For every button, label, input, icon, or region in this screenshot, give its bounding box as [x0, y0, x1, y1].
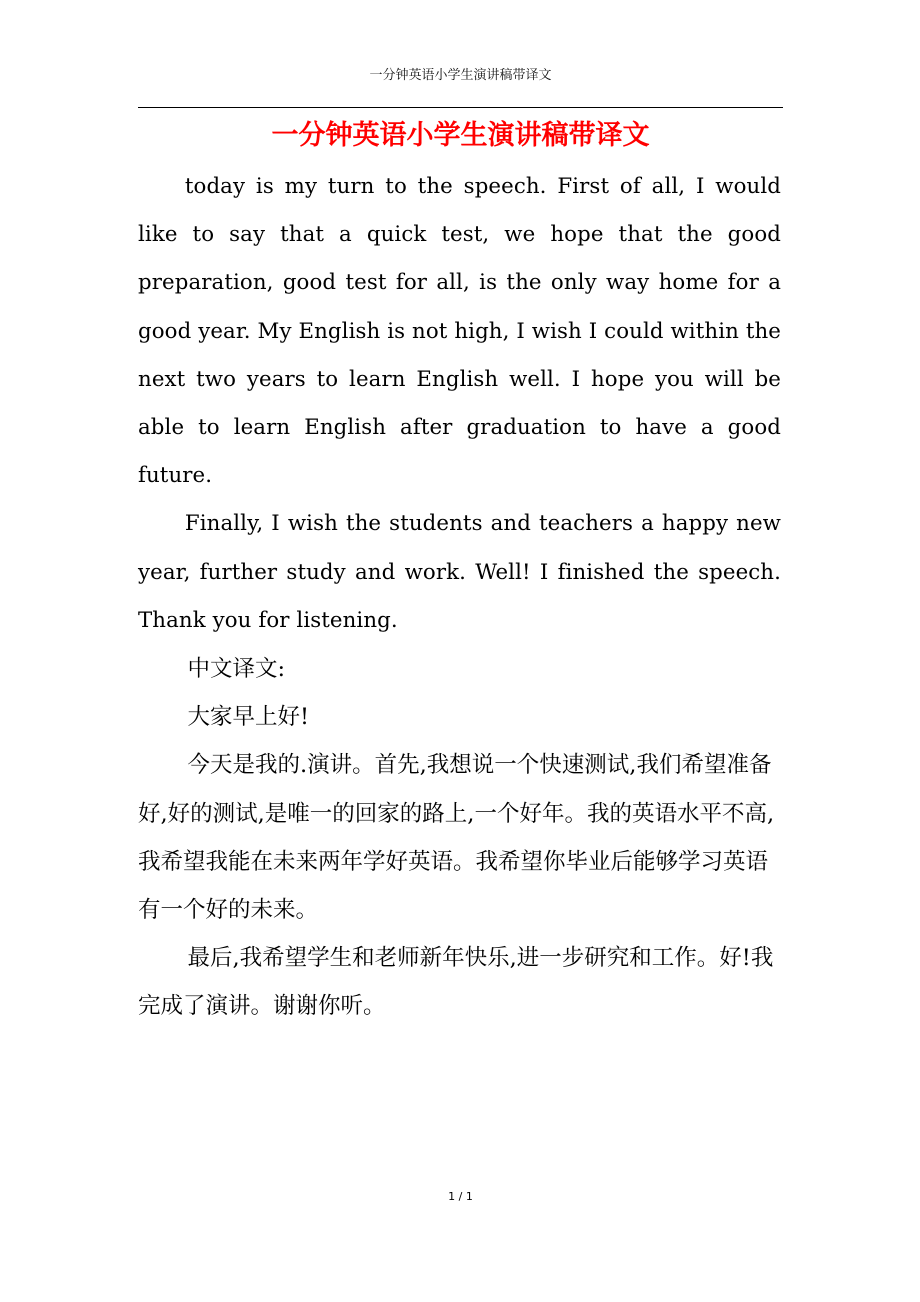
- chinese-paragraph-1: 今天是我的.演讲。首先,我想说一个快速测试,我们希望准备好,好的测试,是唯一的回家的路上,一个好年。我的英语水平不高,我希望我能在未来两年学好英语。我希望你毕业后能够学习英语有一个好的未来。: [138, 752, 775, 924]
- header-divider: [138, 107, 783, 108]
- chinese-greeting: 大家早上好!: [187, 704, 310, 731]
- translation-heading: 中文译文:: [187, 656, 286, 683]
- english-paragraph-1: today is my turn to the speech. First of all, I would like to say that a quick test, we hope that the good preparation, good test for all, is the only way home for a good year. My English is not high, I wish I could within the next two years to learn English well. I hope you will be able to learn English after graduation to have a good future.: [138, 174, 781, 489]
- english-paragraph-2: Finally, I wish the students and teachers a happy new year, further study and work. Well! I finished the speech. Thank you for listening.: [138, 511, 781, 633]
- document-title: 一分钟英语小学生演讲稿带译文: [271, 120, 650, 151]
- page-number: 1 / 1: [448, 1190, 473, 1203]
- document-body: [138, 163, 781, 1031]
- running-header: 一分钟英语小学生演讲稿带译文: [369, 68, 552, 83]
- chinese-paragraph-2: 最后,我希望学生和老师新年快乐,进一步研究和工作。好!我完成了演讲。谢谢你听。: [138, 945, 774, 1020]
